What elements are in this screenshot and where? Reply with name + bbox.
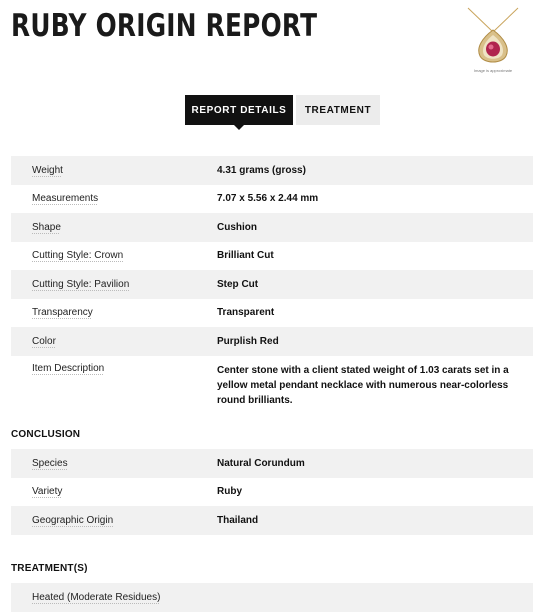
row-label[interactable]: Item Description <box>32 362 105 374</box>
table-row <box>11 583 533 612</box>
row-value: Cushion <box>217 221 257 233</box>
table-row <box>11 156 533 185</box>
row-label[interactable]: Species <box>32 457 68 469</box>
row-label[interactable]: Transparency <box>32 307 93 319</box>
row-value: Step Cut <box>217 278 259 290</box>
tab-label: REPORT DETAILS <box>191 104 287 116</box>
row-label[interactable]: Geographic Origin <box>32 514 114 526</box>
ruby-pendant-image <box>462 6 524 66</box>
tab-treatment[interactable] <box>296 95 380 125</box>
row-value: 7.07 x 5.56 x 2.44 mm <box>217 193 319 205</box>
row-value: Purplish Red <box>217 335 279 347</box>
row-label[interactable]: Shape <box>32 221 61 233</box>
table-row <box>11 506 533 535</box>
row-label[interactable]: Cutting Style: Pavilion <box>32 278 130 290</box>
table-row <box>11 185 533 214</box>
table-row <box>11 242 533 271</box>
table-row <box>11 270 533 299</box>
report-title: RUBY ORIGIN REPORT <box>11 8 318 44</box>
conclusion-heading: CONCLUSION <box>11 429 81 440</box>
table-row <box>11 213 533 242</box>
row-value: 4.31 grams (gross) <box>217 164 306 176</box>
image-caption: Image is approximate <box>473 68 513 73</box>
table-row <box>11 356 533 404</box>
treatments-table <box>11 583 533 612</box>
active-tab-pointer <box>234 125 244 130</box>
tab-label: TREATMENT <box>304 104 372 116</box>
row-value: Transparent <box>217 307 275 319</box>
table-row <box>11 327 533 356</box>
report-details-table <box>11 156 533 404</box>
row-label[interactable]: Heated (Moderate Residues) <box>32 591 161 603</box>
row-label[interactable]: Cutting Style: Crown <box>32 250 124 262</box>
conclusion-table <box>11 449 533 535</box>
row-value: Brilliant Cut <box>217 250 274 262</box>
row-value: Natural Corundum <box>217 457 305 469</box>
row-label[interactable]: Measurements <box>32 193 99 205</box>
row-label[interactable]: Weight <box>32 164 63 176</box>
row-label[interactable]: Variety <box>32 486 63 498</box>
row-label[interactable]: Color <box>32 335 56 347</box>
row-value: Center stone with a client stated weight of 1.03 carats set in a yellow metal pendant necklace with numerous near-colorless round brilliants. <box>217 364 509 406</box>
row-value: Thailand <box>217 514 259 526</box>
tab-report-details[interactable] <box>185 95 293 125</box>
row-value: Ruby <box>217 486 242 498</box>
table-row <box>11 449 533 478</box>
table-row <box>11 478 533 507</box>
table-row <box>11 299 533 328</box>
report-tabs <box>0 95 533 127</box>
treatments-heading: TREATMENT(S) <box>11 563 88 574</box>
